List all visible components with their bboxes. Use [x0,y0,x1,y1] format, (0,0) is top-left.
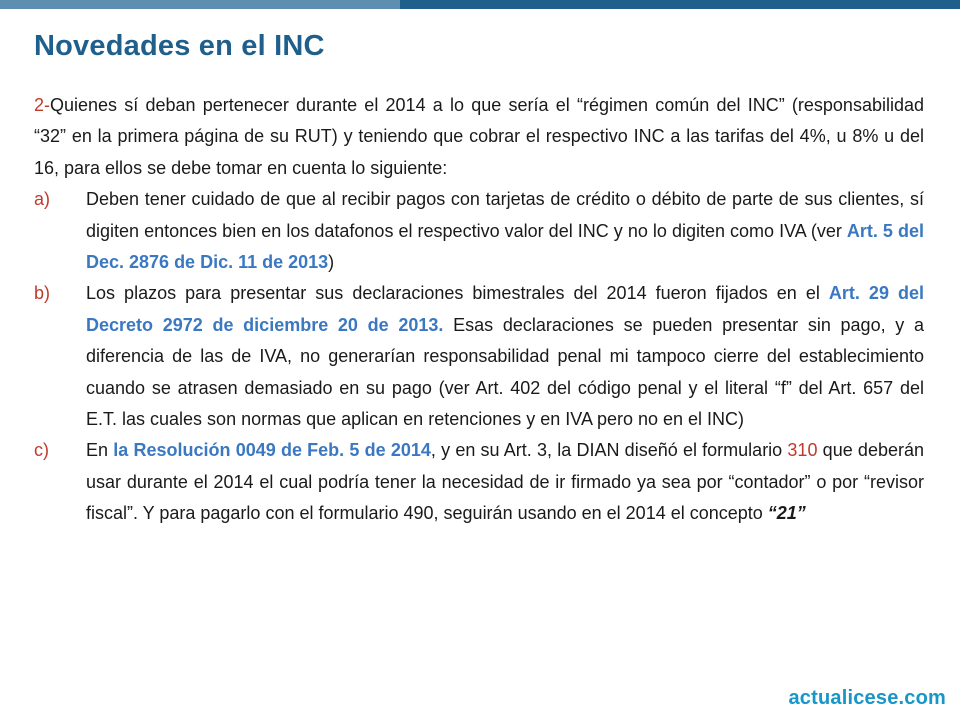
top-accent-bar-dark [400,0,960,9]
item-marker: c) [34,440,49,461]
item-list [34,184,924,529]
top-accent-bar-light [0,0,400,9]
reference-link[interactable]: la Resolución 0049 de Feb. 5 de 2014 [113,440,431,461]
item-text: En [86,440,114,461]
form-number: 310 [787,440,818,461]
slide-body [34,90,924,530]
list-item-c [34,435,924,529]
reference-link[interactable]: Art. 5 del Dec. 2876 de Dic. 11 de 2013 [86,220,924,273]
item-text: Los plazos para presentar sus declaraciones bimestrales del 2014 fueron fijados en el [86,283,829,304]
intro-paragraph [34,90,924,184]
list-item-a [34,184,924,278]
item-text: , y en su Art. 3, la DIAN diseñó el formulario [430,440,788,461]
item-marker: b) [34,283,51,304]
intro-text: Quienes sí deban pertenecer durante el 2014 a lo que sería el “régimen común del INC” (responsabilidad “32” en la primera página de su RUT) y teniendo que cobrar el respectivo INC a las tarifas del 4%, u 8% u del 16, para ellos se debe tomar en cuenta lo siguiente: [34,95,924,178]
slide-title: Novedades en el INC [34,30,325,62]
item-text: que deberán usar durante el 2014 el cual podría tener la necesidad de ir firmado ya sea por “contador” o por “revisor fiscal”. Y para pagarlo con el formulario 490, seguirán usando en el 2014 el concepto [86,440,924,524]
item-marker: a) [34,189,51,210]
item-text: ) [328,252,335,273]
concept-code: “21” [767,503,806,524]
item-text: Deben tener cuidado de que al recibir pagos con tarjetas de crédito o débito de parte de sus clientes, sí digiten entonces bien en los datafonos el respectivo valor del INC y no lo digiten como IVA (ver [86,189,924,241]
item-text: Esas declaraciones se pueden presentar sin pago, y a diferencia de las de IVA, no generarían responsabilidad penal mi tampoco cierre del establecimiento cuando se atrasen demasiado en su pago (ver Art. 402 del código penal y el literal “f” del Art. 657 del E.T. las cuales son normas que aplican en retenciones y en IVA pero no en el INC) [86,314,925,430]
intro-number: 2- [34,95,51,115]
top-accent-bar [0,0,960,9]
reference-link[interactable]: Art. 29 del Decreto 2972 de diciembre 20 de 2013. [86,283,924,335]
brand-logo: actualicese.com [788,687,946,709]
list-item-b [34,278,924,435]
